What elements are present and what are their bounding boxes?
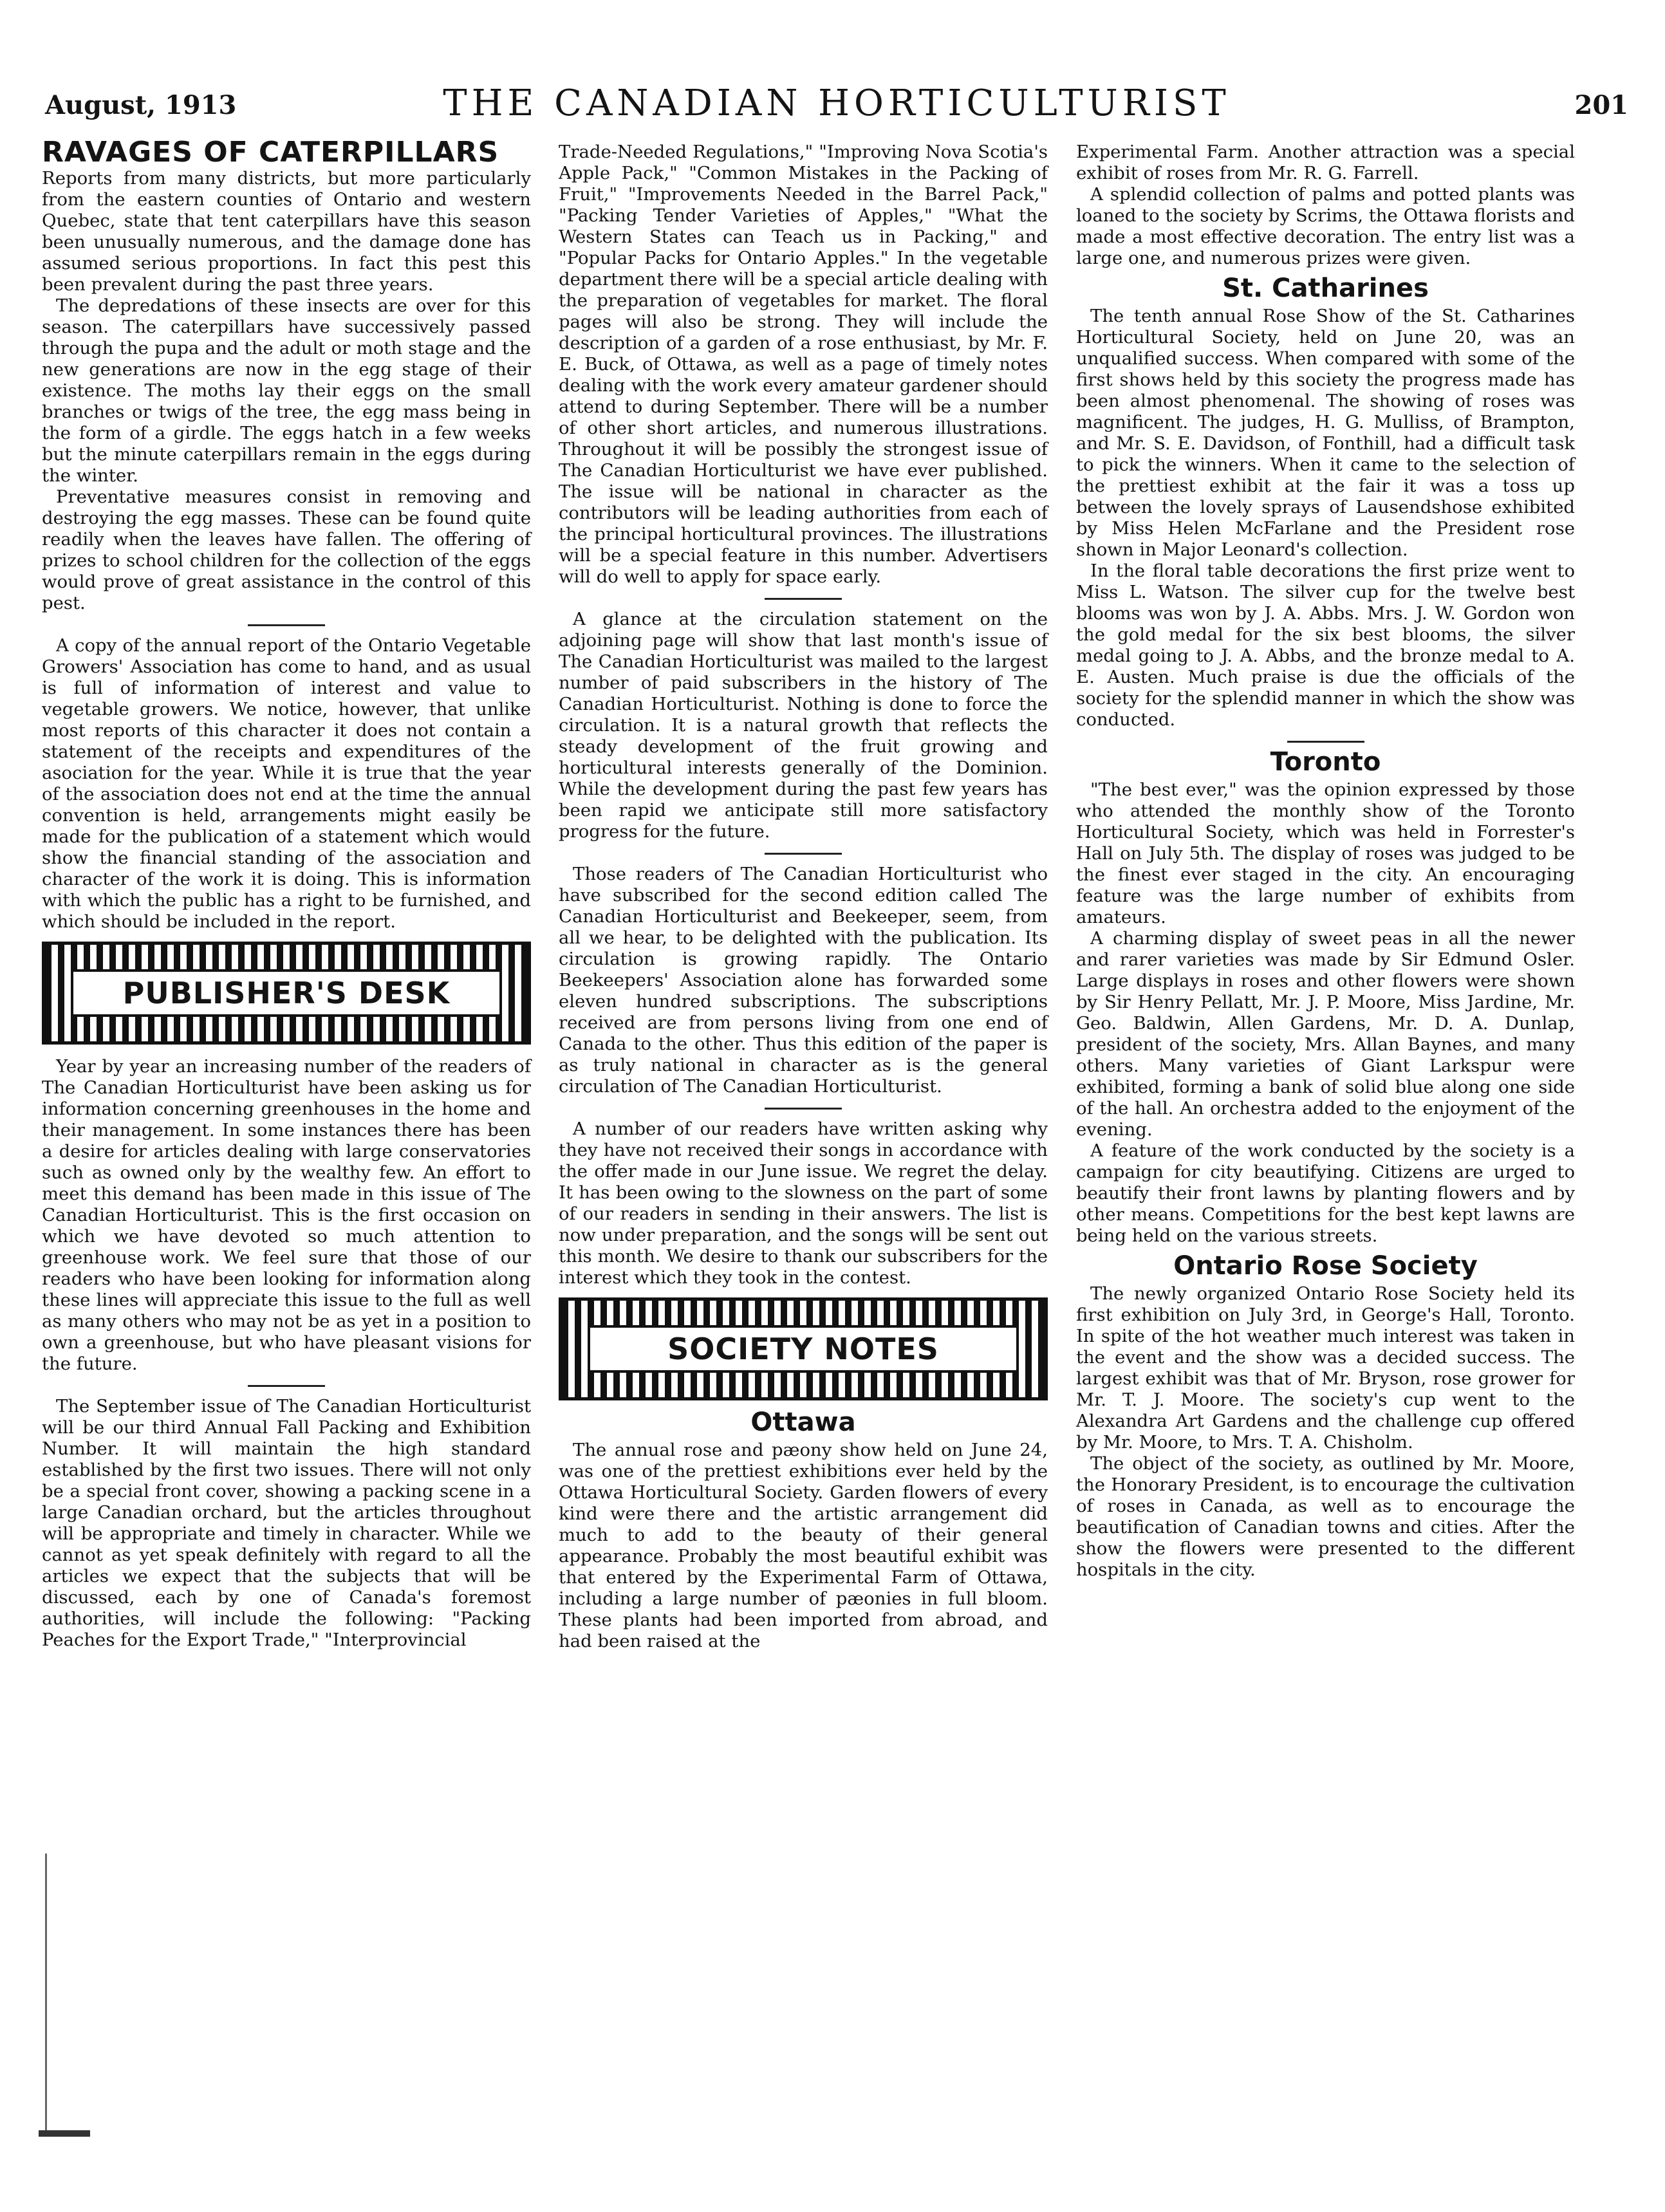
separator-rule [765,853,842,855]
paragraph: The depredations of these insects are over for this season. The caterpillars have successively passed through the pupa and the adult or moth stage and the new generations are now in the egg stage of their existence. The moths lay their eggs on the small branches or twigs of the tree, the egg mass being in the form of a girdle. The eggs hatch in a few weeks but the minute caterpillars remain in the eggs during the winter. [42,295,531,486]
paragraph: The tenth annual Rose Show of the St. Catharines Horticultural Society, held on June 20, was an unqualified success. When compared with some of the first shows held by this society the progress made has been almost phenomenal. The showing of roses was magnificent. The judges, H. G. Mulliss, of Brampton, and Mr. S. E. Davidson, of Fonthill, had a difficult task to pick the winners. When it came to the selection of the prettiest exhibit at the fair it was a toss up between the lovely sprays of Lausendshose exhibited by Miss Helen McFarlane and the President rose shown in Major Leonard's collection. [1076,306,1575,560]
paragraph: A charming display of sweet peas in all the newer and rarer varieties was made by Sir Edmund Osler. Large displays in roses and other flowers were shown by Sir Henry Pellatt, Mr. J. P. Moore, Miss Jardine, Mr. Geo. Baldwin, Allen Gardens, Mr. D. A. Dunlap, president of the society, Mrs. Allan Baynes, and many others. Many varieties of Giant Larkspur were exhibited, forming a bank of solid blue along one side of the hall. An orchestra added to the enjoyment of the evening. [1076,928,1575,1140]
paragraph: The newly organized Ontario Rose Society held its first exhibition on July 3rd, in George's Hall, Toronto. In spite of the hot weather much interest was taken in the event and the show was a decided success. The largest exhibit was that of Mr. Bryson, rose grower for Mr. T. J. Moore. The society's cup went to the Alexandra Art Gardens and the challenge cup offered by Mr. Moore, to Mrs. T. A. Chisholm. [1076,1283,1575,1453]
section-heading-st-catharines: St. Catharines [1222,274,1429,303]
separator-rule [248,1385,325,1387]
section-heading-toronto: Toronto [1270,747,1381,777]
paragraph: The September issue of The Canadian Horticulturist will be our third Annual Fall Packing and Exhibition Number. It will maintain the high standard established by the first two issues. There will not only be a special front cover, showing a packing scene in a large Canadian orchard, but the articles throughout will be appropriate and timely in character. While we cannot as yet speak definitely with regard to all the articles we expect that the subjects that will be discussed, each by one of Canada's foremost authorities, will include the following: "Packing Peaches for the Export Trade," "Interprovincial [42,1396,531,1650]
paragraph: Preventative measures consist in removing and destroying the egg masses. These can be found quite readily when the leaves have fallen. The offering of prizes to school children for the collection of the eggs would prove of great assistance in the control of this pest. [42,487,531,613]
column-1 [42,136,531,1651]
paragraph: Year by year an increasing number of the readers of The Canadian Horticulturist have been asking us for information concerning greenhouses in the home and their management. In some instances there has been a desire for articles dealing with large conservatories such as owned only by the wealthy few. An effort to meet this demand has been made in this issue of The Canadian Horticulturist. This is the first occasion on which we have devoted so much attention to greenhouse work. We feel sure that those of our readers who have been looking for information along these lines will appreciate this issue to the full as well as many others who may not be as yet in a position to own a greenhouse, but who have pleasant visions for the future. [42,1056,531,1374]
separator-rule [765,598,842,600]
paragraph: In the floral table decorations the first prize went to Miss L. Watson. The silver cup for the twelve best blooms was won by J. A. Abbs. Mrs. J. W. Gordon won the gold medal for the six best blooms, the silver medal going to J. A. Abbs, and the bronze medal to A. E. Austen. Much praise is due the officials of the society for the splendid manner in which the show was conducted. [1076,561,1575,730]
society-notes-banner [559,1297,1048,1400]
separator-rule [1287,741,1364,743]
paragraph: The object of the society, as outlined by Mr. Moore, the Honorary President, is to encourage the cultivation of roses in Canada, as well as to encourage the beautification of Canadian towns and cities. After the show the flowers were presented to the different hospitals in the city. [1076,1453,1575,1580]
article-heading-caterpillars: RAVAGES OF CATERPILLARS [42,136,499,169]
scan-edge-line [45,1854,47,2137]
paragraph: "The best ever," was the opinion expressed by those who attended the monthly show of the Toronto Horticultural Society, which was held in Forrester's Hall on July 5th. The display of roses was judged to be the finest ever staged in the city. An encouraging feature was the large number of exhibits from amateurs. [1076,779,1575,927]
paragraph: A number of our readers have written asking why they have not received their songs in accordance with the offer made in our June issue. We regret the delay. It has been owing to the slowness on the part of some of our readers in sending in their answers. The list is now under preparation, and the songs will be sent out this month. We desire to thank our subscribers for the interest which they took in the contest. [559,1119,1048,1288]
section-heading-ontario-rose-society: Ontario Rose Society [1173,1251,1478,1281]
paragraph: The annual rose and pæony show held on June 24, was one of the prettiest exhibitions ever held by the Ottawa Horticultural Society. Garden flowers of every kind were there and the artistic arrangement did much to add to the beauty of their general appearance. Probably the most beautiful exhibit was that entered by the Experimental Farm of Ottawa, including a large number of pæonies in full bloom. These plants had been imported from abroad, and had been raised at the [559,1440,1048,1651]
paragraph: A feature of the work conducted by the society is a campaign for city beautifying. Citizens are urged to beautify their front lawns by planting flowers and by other means. Competitions for the best kept lawns are being held on the various streets. [1076,1140,1575,1246]
paragraph: Experimental Farm. Another attraction was a special exhibit of roses from Mr. R. G. Farrell. [1076,142,1575,183]
page-number: 201 [1574,90,1628,120]
column-2 [559,142,1048,1652]
page-header [39,82,1635,135]
paragraph: Those readers of The Canadian Horticulturist who have subscribed for the second edition called The Canadian Horticulturist and Beekeeper, seem, from all we hear, to be delighted with the publication. Its circulation is growing rapidly. The Ontario Beekeepers' Association alone has forwarded some eleven hundred subscriptions. The subscriptions received are from persons living from one end of Canada to the other. Thus this edition of the paper is as truly national in character as is the general circulation of The Canadian Horticulturist. [559,864,1048,1097]
paragraph: Trade-Needed Regulations," "Improving Nova Scotia's Apple Pack," "Common Mistakes in the Packing of Fruit," "Improvements Needed in the Barrel Pack," "Packing Tender Varieties of Apples," "What the Western States can Teach us in Packing," and "Popular Packs for Ontario Apples." In the vegetable department there will be a special article dealing with the preparation of vegetables for market. The floral pages will also be strong. They will include the description of a garden of a rose enthusiast, by Mr. F. E. Buck, of Ottawa, as well as a page of timely notes dealing with the work every amateur gardener should attend to during September. There will be a number of other short articles, and numerous illustrations. Throughout it will be possibly the strongest issue of The Canadian Horticulturist we have ever published. The issue will be national in character as the contributors will be leading authorities from each of the principal horticultural provinces. The illustrations will be a special feature in this number. Advertisers will do well to apply for space early. [559,142,1048,587]
publishers-desk-banner [42,942,531,1045]
paragraph: A splendid collection of palms and potted plants was loaned to the society by Scrims, the Ottawa florists and made a most effective decoration. The entry list was a large one, and numerous prizes were given. [1076,184,1575,268]
scan-artifact [39,2130,90,2137]
paragraph: A copy of the annual report of the Ontario Vegetable Growers' Association has come to hand, and as usual is full of information of interest and value to vegetable growers. We notice, however, that unlike most reports of this character it does not contain a statement of the receipts and expenditures of the asociation for the year. While it is true that the year of the association does not end at the time the annual convention is held, arrangements might easily be made for the publication of a statement which would show the financial standing of the association and character of the work it is doing. This is information with which the public has a right to be furnished, and which should be included in the report. [42,635,531,932]
paragraph: Reports from many districts, but more particularly from the eastern counties of Ontario and western Quebec, state that tent caterpillars have this season been unusually numerous, and the damage done has assumed serious proportions. In fact this pest this been prevalent during the past three years. [42,168,531,295]
separator-rule [765,1108,842,1110]
issue-date: August, 1913 [45,90,237,120]
section-heading-ottawa: Ottawa [750,1408,856,1437]
banner-title: PUBLISHER'S DESK [122,975,451,1010]
paragraph: A glance at the circulation statement on the adjoining page will show that last month's issue of The Canadian Horticulturist was mailed to the largest number of paid subscribers in the history of The Canadian Horticulturist. Nothing is done to force the circulation. It is a natural growth that reflects the steady development of the fruit growing and horticultural interests generally of the Dominion. While the development during the past few years has been rapid we anticipate still more satisfactory progress for the future. [559,609,1048,842]
column-3 [1076,142,1575,1581]
separator-rule [248,624,325,626]
publication-title: THE CANADIAN HORTICULTURIST [443,82,1231,124]
banner-title: SOCIETY NOTES [667,1331,939,1366]
